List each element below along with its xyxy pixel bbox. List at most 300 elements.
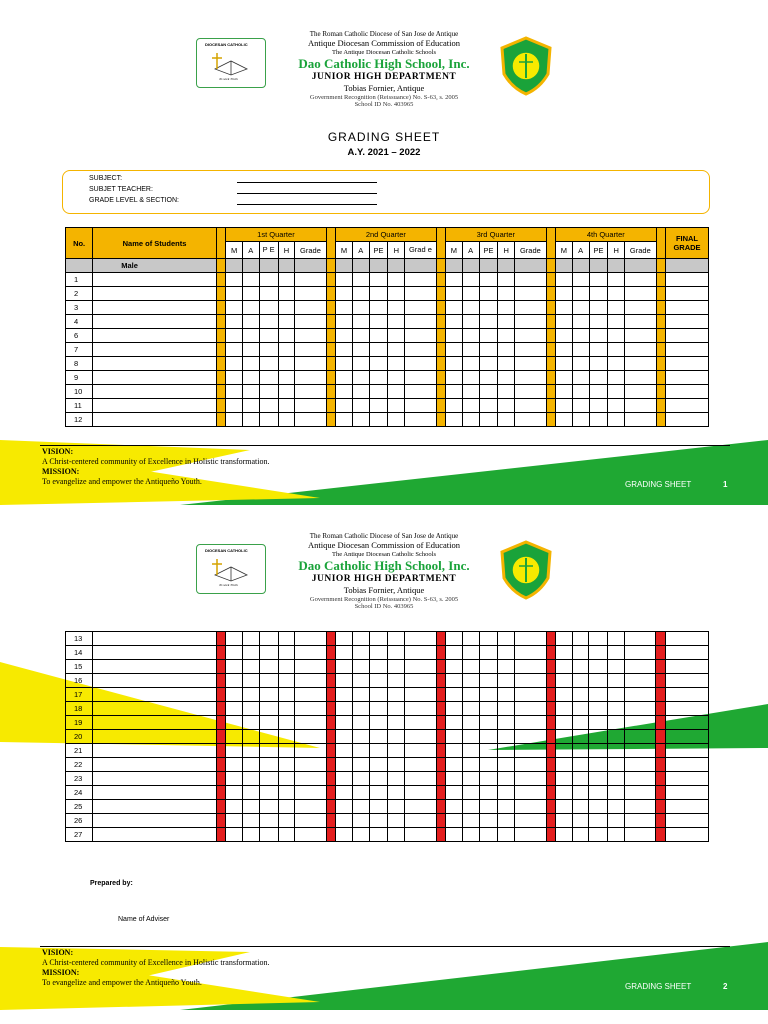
grade-cell[interactable] <box>446 287 463 301</box>
grade-cell[interactable] <box>446 716 463 730</box>
grade-cell[interactable] <box>479 287 498 301</box>
grade-cell[interactable] <box>589 702 608 716</box>
grade-cell[interactable] <box>388 646 405 660</box>
student-name-cell[interactable] <box>93 329 217 343</box>
grade-cell[interactable] <box>226 273 243 287</box>
grade-cell[interactable] <box>515 730 546 744</box>
grade-cell[interactable] <box>336 646 353 660</box>
grade-cell[interactable] <box>589 301 608 315</box>
grade-cell[interactable] <box>295 413 326 427</box>
grade-cell[interactable] <box>352 343 369 357</box>
grade-cell[interactable] <box>625 758 656 772</box>
grade-cell[interactable] <box>369 385 388 399</box>
grade-cell[interactable] <box>388 674 405 688</box>
student-name-cell[interactable] <box>93 371 217 385</box>
grade-cell[interactable] <box>226 329 243 343</box>
grade-cell[interactable] <box>446 758 463 772</box>
grade-cell[interactable] <box>352 385 369 399</box>
grade-cell[interactable] <box>369 674 388 688</box>
grade-cell[interactable] <box>625 730 656 744</box>
grade-cell[interactable] <box>515 660 546 674</box>
grade-cell[interactable] <box>556 343 573 357</box>
grade-cell[interactable] <box>608 730 625 744</box>
grade-cell[interactable] <box>498 702 515 716</box>
grade-cell[interactable] <box>336 315 353 329</box>
grade-cell[interactable] <box>405 716 436 730</box>
grade-cell[interactable] <box>388 702 405 716</box>
grade-cell[interactable] <box>498 800 515 814</box>
grade-cell[interactable] <box>388 814 405 828</box>
grade-cell[interactable] <box>572 814 589 828</box>
grade-cell[interactable] <box>515 800 546 814</box>
grade-cell[interactable] <box>336 800 353 814</box>
grade-cell[interactable] <box>665 688 708 702</box>
student-name-cell[interactable] <box>93 273 217 287</box>
grade-cell[interactable] <box>388 828 405 842</box>
grade-cell[interactable] <box>226 702 243 716</box>
grade-cell[interactable] <box>589 688 608 702</box>
grade-cell[interactable] <box>242 329 259 343</box>
grade-cell[interactable] <box>259 730 278 744</box>
grade-cell[interactable] <box>515 646 546 660</box>
grade-cell[interactable] <box>515 674 546 688</box>
grade-cell[interactable] <box>498 329 515 343</box>
grade-cell[interactable] <box>352 287 369 301</box>
grade-cell[interactable] <box>665 287 708 301</box>
grade-cell[interactable] <box>589 413 608 427</box>
grade-cell[interactable] <box>498 688 515 702</box>
student-name-cell[interactable] <box>93 786 217 800</box>
grade-cell[interactable] <box>589 273 608 287</box>
grade-cell[interactable] <box>515 371 546 385</box>
grade-cell[interactable] <box>555 674 572 688</box>
grade-cell[interactable] <box>665 674 708 688</box>
grade-cell[interactable] <box>625 371 656 385</box>
grade-cell[interactable] <box>352 786 369 800</box>
grade-cell[interactable] <box>369 660 388 674</box>
grade-cell[interactable] <box>498 758 515 772</box>
grade-cell[interactable] <box>625 315 656 329</box>
grade-cell[interactable] <box>226 315 243 329</box>
grade-cell[interactable] <box>479 828 498 842</box>
grade-cell[interactable] <box>388 688 405 702</box>
grade-cell[interactable] <box>462 800 479 814</box>
grade-cell[interactable] <box>295 800 326 814</box>
grade-cell[interactable] <box>369 301 388 315</box>
grade-cell[interactable] <box>278 674 295 688</box>
grade-cell[interactable] <box>388 329 405 343</box>
student-name-cell[interactable] <box>93 758 217 772</box>
grade-cell[interactable] <box>295 329 326 343</box>
grade-cell[interactable] <box>405 674 436 688</box>
grade-cell[interactable] <box>589 385 608 399</box>
grade-cell[interactable] <box>226 646 243 660</box>
grade-cell[interactable] <box>572 343 589 357</box>
grade-cell[interactable] <box>462 772 479 786</box>
grade-cell[interactable] <box>405 385 436 399</box>
grade-cell[interactable] <box>336 744 353 758</box>
grade-cell[interactable] <box>462 287 479 301</box>
grade-cell[interactable] <box>388 399 405 413</box>
grade-cell[interactable] <box>336 814 353 828</box>
grade-cell[interactable] <box>259 828 278 842</box>
grade-cell[interactable] <box>498 343 515 357</box>
grade-cell[interactable] <box>446 413 463 427</box>
grade-cell[interactable] <box>336 399 353 413</box>
grade-cell[interactable] <box>498 730 515 744</box>
grade-cell[interactable] <box>515 329 546 343</box>
grade-cell[interactable] <box>462 632 479 646</box>
grade-cell[interactable] <box>278 758 295 772</box>
grade-cell[interactable] <box>625 399 656 413</box>
grade-cell[interactable] <box>242 343 259 357</box>
grade-cell[interactable] <box>226 772 243 786</box>
student-name-cell[interactable] <box>93 814 217 828</box>
grade-cell[interactable] <box>572 413 589 427</box>
grade-cell[interactable] <box>226 716 243 730</box>
grade-cell[interactable] <box>352 399 369 413</box>
grade-cell[interactable] <box>226 674 243 688</box>
student-name-cell[interactable] <box>93 660 217 674</box>
grade-cell[interactable] <box>589 315 608 329</box>
grade-cell[interactable] <box>572 716 589 730</box>
grade-cell[interactable] <box>352 814 369 828</box>
student-name-cell[interactable] <box>93 716 217 730</box>
grade-cell[interactable] <box>336 413 353 427</box>
grade-cell[interactable] <box>295 716 326 730</box>
grade-cell[interactable] <box>295 688 326 702</box>
student-name-cell[interactable] <box>93 702 217 716</box>
grade-cell[interactable] <box>446 772 463 786</box>
grade-cell[interactable] <box>352 730 369 744</box>
grade-cell[interactable] <box>665 371 708 385</box>
student-name-cell[interactable] <box>93 343 217 357</box>
grade-cell[interactable] <box>278 828 295 842</box>
grade-cell[interactable] <box>242 772 259 786</box>
grade-cell[interactable] <box>446 371 463 385</box>
grade-cell[interactable] <box>352 716 369 730</box>
grade-cell[interactable] <box>278 329 295 343</box>
grade-cell[interactable] <box>226 287 243 301</box>
grade-cell[interactable] <box>625 273 656 287</box>
grade-cell[interactable] <box>589 814 608 828</box>
grade-cell[interactable] <box>608 814 625 828</box>
grade-cell[interactable] <box>369 758 388 772</box>
grade-cell[interactable] <box>589 772 608 786</box>
grade-cell[interactable] <box>665 357 708 371</box>
grade-cell[interactable] <box>498 744 515 758</box>
grade-cell[interactable] <box>336 273 353 287</box>
grade-cell[interactable] <box>479 315 498 329</box>
grade-cell[interactable] <box>405 371 436 385</box>
grade-cell[interactable] <box>352 758 369 772</box>
grade-cell[interactable] <box>352 301 369 315</box>
grade-cell[interactable] <box>625 828 656 842</box>
grade-cell[interactable] <box>259 660 278 674</box>
grade-cell[interactable] <box>555 660 572 674</box>
grade-cell[interactable] <box>572 287 589 301</box>
grade-cell[interactable] <box>352 315 369 329</box>
grade-cell[interactable] <box>242 688 259 702</box>
grade-cell[interactable] <box>589 329 608 343</box>
grade-cell[interactable] <box>369 772 388 786</box>
grade-cell[interactable] <box>259 371 278 385</box>
grade-cell[interactable] <box>589 287 608 301</box>
grade-cell[interactable] <box>555 646 572 660</box>
grade-cell[interactable] <box>446 357 463 371</box>
grade-cell[interactable] <box>589 357 608 371</box>
grade-cell[interactable] <box>226 744 243 758</box>
grade-cell[interactable] <box>462 329 479 343</box>
grade-cell[interactable] <box>625 674 656 688</box>
grade-cell[interactable] <box>405 814 436 828</box>
grade-cell[interactable] <box>665 786 708 800</box>
grade-cell[interactable] <box>336 287 353 301</box>
grade-cell[interactable] <box>608 329 625 343</box>
grade-cell[interactable] <box>259 632 278 646</box>
grade-cell[interactable] <box>479 702 498 716</box>
grade-cell[interactable] <box>665 385 708 399</box>
grade-cell[interactable] <box>295 343 326 357</box>
grade-cell[interactable] <box>259 329 278 343</box>
grade-cell[interactable] <box>572 371 589 385</box>
grade-cell[interactable] <box>352 646 369 660</box>
grade-cell[interactable] <box>226 357 243 371</box>
grade-cell[interactable] <box>259 315 278 329</box>
grade-cell[interactable] <box>226 814 243 828</box>
grade-cell[interactable] <box>259 674 278 688</box>
grade-cell[interactable] <box>498 287 515 301</box>
grade-cell[interactable] <box>242 702 259 716</box>
grade-cell[interactable] <box>405 730 436 744</box>
grade-cell[interactable] <box>336 786 353 800</box>
grade-cell[interactable] <box>369 399 388 413</box>
grade-cell[interactable] <box>446 730 463 744</box>
grade-cell[interactable] <box>259 273 278 287</box>
grade-cell[interactable] <box>462 716 479 730</box>
grade-cell[interactable] <box>479 343 498 357</box>
grade-cell[interactable] <box>446 828 463 842</box>
student-name-cell[interactable] <box>93 646 217 660</box>
grade-cell[interactable] <box>446 301 463 315</box>
grade-cell[interactable] <box>665 828 708 842</box>
grade-cell[interactable] <box>625 301 656 315</box>
grade-cell[interactable] <box>446 385 463 399</box>
student-name-cell[interactable] <box>93 828 217 842</box>
grade-cell[interactable] <box>405 744 436 758</box>
grade-cell[interactable] <box>446 688 463 702</box>
grade-cell[interactable] <box>479 399 498 413</box>
grade-cell[interactable] <box>625 660 656 674</box>
grade-cell[interactable] <box>625 744 656 758</box>
grade-cell[interactable] <box>625 385 656 399</box>
grade-cell[interactable] <box>352 273 369 287</box>
grade-cell[interactable] <box>608 828 625 842</box>
grade-cell[interactable] <box>259 357 278 371</box>
grade-cell[interactable] <box>295 828 326 842</box>
grade-cell[interactable] <box>608 343 625 357</box>
grade-cell[interactable] <box>336 828 353 842</box>
grade-cell[interactable] <box>405 688 436 702</box>
grade-cell[interactable] <box>369 828 388 842</box>
grade-cell[interactable] <box>608 688 625 702</box>
grade-cell[interactable] <box>295 273 326 287</box>
grade-cell[interactable] <box>608 315 625 329</box>
grade-cell[interactable] <box>242 786 259 800</box>
grade-cell[interactable] <box>462 646 479 660</box>
grade-cell[interactable] <box>295 287 326 301</box>
grade-cell[interactable] <box>242 814 259 828</box>
grade-cell[interactable] <box>479 371 498 385</box>
grade-cell[interactable] <box>608 273 625 287</box>
grade-cell[interactable] <box>242 315 259 329</box>
grade-cell[interactable] <box>608 357 625 371</box>
grade-cell[interactable] <box>572 385 589 399</box>
grade-cell[interactable] <box>369 287 388 301</box>
grade-cell[interactable] <box>479 814 498 828</box>
grade-cell[interactable] <box>665 716 708 730</box>
grade-cell[interactable] <box>295 660 326 674</box>
grade-cell[interactable] <box>625 688 656 702</box>
grade-cell[interactable] <box>589 632 608 646</box>
grade-cell[interactable] <box>336 343 353 357</box>
grade-cell[interactable] <box>572 660 589 674</box>
grade-cell[interactable] <box>446 744 463 758</box>
grade-cell[interactable] <box>352 660 369 674</box>
grade-cell[interactable] <box>278 800 295 814</box>
grade-cell[interactable] <box>515 702 546 716</box>
grade-cell[interactable] <box>259 385 278 399</box>
grade-cell[interactable] <box>515 343 546 357</box>
grade-cell[interactable] <box>259 786 278 800</box>
grade-cell[interactable] <box>572 329 589 343</box>
grade-cell[interactable] <box>259 800 278 814</box>
grade-cell[interactable] <box>352 800 369 814</box>
grade-cell[interactable] <box>572 730 589 744</box>
grade-cell[interactable] <box>608 301 625 315</box>
grade-cell[interactable] <box>446 646 463 660</box>
grade-cell[interactable] <box>498 385 515 399</box>
grade-cell[interactable] <box>556 287 573 301</box>
grade-cell[interactable] <box>555 716 572 730</box>
student-name-cell[interactable] <box>93 301 217 315</box>
grade-cell[interactable] <box>369 814 388 828</box>
grade-cell[interactable] <box>515 786 546 800</box>
grade-cell[interactable] <box>515 758 546 772</box>
student-name-cell[interactable] <box>93 688 217 702</box>
grade-cell[interactable] <box>479 688 498 702</box>
grade-cell[interactable] <box>278 786 295 800</box>
grade-cell[interactable] <box>555 800 572 814</box>
grade-cell[interactable] <box>479 646 498 660</box>
grade-cell[interactable] <box>352 674 369 688</box>
grade-cell[interactable] <box>295 702 326 716</box>
grade-cell[interactable] <box>446 660 463 674</box>
grade-cell[interactable] <box>446 329 463 343</box>
grade-cell[interactable] <box>278 632 295 646</box>
grade-cell[interactable] <box>498 357 515 371</box>
grade-cell[interactable] <box>462 814 479 828</box>
grade-cell[interactable] <box>336 730 353 744</box>
grade-cell[interactable] <box>515 399 546 413</box>
grade-cell[interactable] <box>352 688 369 702</box>
grade-cell[interactable] <box>608 716 625 730</box>
grade-cell[interactable] <box>369 702 388 716</box>
grade-cell[interactable] <box>555 786 572 800</box>
grade-cell[interactable] <box>608 632 625 646</box>
grade-cell[interactable] <box>336 301 353 315</box>
grade-cell[interactable] <box>555 702 572 716</box>
grade-cell[interactable] <box>515 287 546 301</box>
grade-cell[interactable] <box>665 273 708 287</box>
grade-cell[interactable] <box>572 399 589 413</box>
grade-cell[interactable] <box>405 702 436 716</box>
grade-cell[interactable] <box>515 772 546 786</box>
subject-field[interactable] <box>237 182 377 183</box>
grade-cell[interactable] <box>242 828 259 842</box>
grade-cell[interactable] <box>278 413 295 427</box>
grade-cell[interactable] <box>336 632 353 646</box>
student-name-cell[interactable] <box>93 674 217 688</box>
grade-cell[interactable] <box>589 343 608 357</box>
grade-cell[interactable] <box>446 632 463 646</box>
grade-cell[interactable] <box>259 688 278 702</box>
grade-cell[interactable] <box>625 786 656 800</box>
grade-cell[interactable] <box>278 744 295 758</box>
grade-cell[interactable] <box>572 646 589 660</box>
grade-cell[interactable] <box>515 385 546 399</box>
grade-cell[interactable] <box>462 730 479 744</box>
grade-cell[interactable] <box>405 413 436 427</box>
student-name-cell[interactable] <box>93 772 217 786</box>
grade-cell[interactable] <box>295 399 326 413</box>
grade-cell[interactable] <box>405 301 436 315</box>
grade-cell[interactable] <box>352 357 369 371</box>
grade-cell[interactable] <box>608 800 625 814</box>
grade-cell[interactable] <box>589 786 608 800</box>
grade-cell[interactable] <box>336 674 353 688</box>
grade-cell[interactable] <box>278 287 295 301</box>
grade-cell[interactable] <box>405 632 436 646</box>
grade-cell[interactable] <box>625 413 656 427</box>
grade-cell[interactable] <box>242 287 259 301</box>
grade-cell[interactable] <box>446 674 463 688</box>
grade-cell[interactable] <box>462 343 479 357</box>
grade-cell[interactable] <box>462 301 479 315</box>
grade-cell[interactable] <box>479 385 498 399</box>
grade-cell[interactable] <box>479 329 498 343</box>
grade-cell[interactable] <box>572 758 589 772</box>
grade-cell[interactable] <box>498 814 515 828</box>
grade-cell[interactable] <box>665 744 708 758</box>
grade-cell[interactable] <box>625 702 656 716</box>
grade-cell[interactable] <box>608 660 625 674</box>
grade-cell[interactable] <box>226 828 243 842</box>
grade-cell[interactable] <box>295 786 326 800</box>
grade-cell[interactable] <box>405 660 436 674</box>
grade-cell[interactable] <box>556 357 573 371</box>
grade-cell[interactable] <box>462 828 479 842</box>
grade-cell[interactable] <box>278 357 295 371</box>
grade-cell[interactable] <box>388 632 405 646</box>
grade-cell[interactable] <box>665 301 708 315</box>
grade-cell[interactable] <box>479 758 498 772</box>
grade-cell[interactable] <box>462 413 479 427</box>
grade-cell[interactable] <box>555 828 572 842</box>
grade-cell[interactable] <box>369 315 388 329</box>
grade-cell[interactable] <box>278 399 295 413</box>
grade-cell[interactable] <box>608 371 625 385</box>
